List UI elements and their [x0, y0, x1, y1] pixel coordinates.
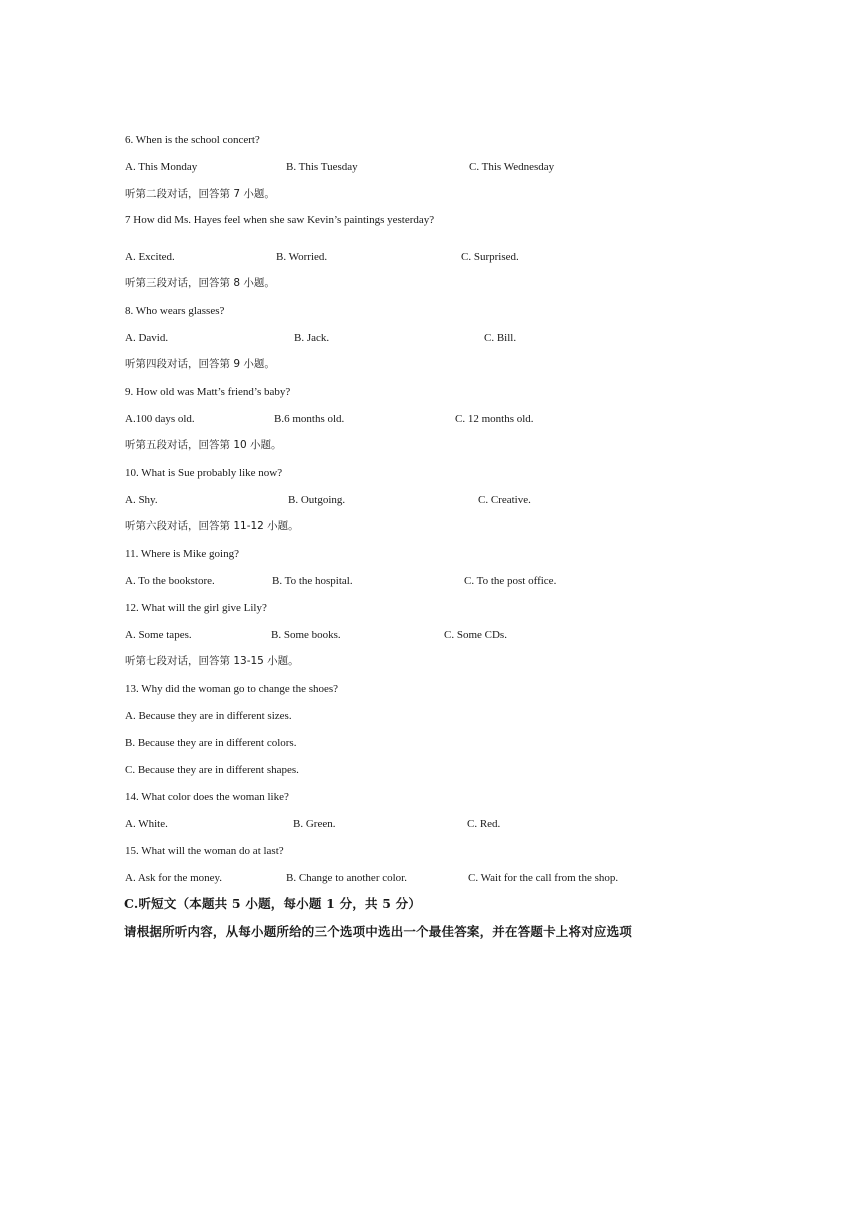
question-12-stem: 12. What will the girl give Lily? [125, 602, 267, 614]
question-6-stem: 6. When is the school concert? [125, 134, 260, 146]
section-c-title: C.听短文（本题共 5 小题，每小题 1 分，共 5 分） [124, 896, 422, 911]
question-15-option-b: B. Change to another color. [286, 872, 407, 884]
dialogue-2-instruction: 听第二段对话，回答第 7 小题。 [125, 188, 275, 200]
question-14-stem: 14. What color does the woman like? [125, 791, 289, 803]
question-15-option-c: C. Wait for the call from the shop. [468, 872, 619, 884]
question-13-stem: 13. Why did the woman go to change the shoes? [125, 683, 339, 695]
question-8-option-c: C. Bill. [484, 332, 517, 344]
question-9-stem: 9. How old was Matt’s friend’s baby? [125, 386, 291, 398]
question-11-stem: 11. Where is Mike going? [125, 548, 239, 560]
dialogue-3-instruction: 听第三段对话，回答第 8 小题。 [125, 277, 275, 289]
question-10-option-c: C. Creative. [478, 494, 531, 506]
question-9-option-c: C. 12 months old. [455, 413, 534, 425]
question-13-option-b: B. Because they are in different colors. [125, 737, 297, 749]
question-13-option-a: A. Because they are in different sizes. [125, 710, 292, 722]
question-8-option-a: A. David. [125, 332, 169, 344]
question-6-option-a: A. This Monday [125, 161, 198, 173]
question-13-option-c: C. Because they are in different shapes. [125, 764, 299, 776]
dialogue-6-instruction: 听第六段对话，回答第 11-12 小题。 [125, 520, 299, 532]
question-7-stem: 7 How did Ms. Hayes feel when she saw Kevin’s paintings yesterday? [125, 214, 435, 226]
question-8-option-b: B. Jack. [294, 332, 330, 344]
question-11-option-a: A. To the bookstore. [125, 575, 215, 587]
question-9-option-a: A.100 days old. [125, 413, 195, 425]
question-10-option-b: B. Outgoing. [288, 494, 346, 506]
question-7-option-c: C. Surprised. [461, 251, 519, 263]
section-c-instruction: 请根据所听内容，从每小题所给的三个选项中选出一个最佳答案，并在答题卡上将对应选项 [124, 924, 633, 939]
dialogue-5-instruction: 听第五段对话，回答第 10 小题。 [125, 439, 282, 451]
question-12-option-c: C. Some CDs. [444, 629, 507, 641]
question-6-option-c: C. This Wednesday [469, 161, 555, 173]
question-8-stem: 8. Who wears glasses? [125, 305, 225, 317]
question-10-option-a: A. Shy. [125, 494, 158, 506]
question-11-option-c: C. To the post office. [464, 575, 557, 587]
question-14-option-c: C. Red. [467, 818, 501, 830]
question-15-option-a: A. Ask for the money. [125, 872, 223, 884]
question-6-option-b: B. This Tuesday [286, 161, 358, 173]
dialogue-4-instruction: 听第四段对话，回答第 9 小题。 [125, 358, 275, 370]
question-14-option-a: A. White. [125, 818, 168, 830]
question-14-option-b: B. Green. [293, 818, 336, 830]
dialogue-7-instruction: 听第七段对话，回答第 13-15 小题。 [125, 655, 299, 667]
question-7-option-a: A. Excited. [125, 251, 175, 263]
question-7-option-b: B. Worried. [276, 251, 328, 263]
question-12-option-b: B. Some books. [271, 629, 341, 641]
question-10-stem: 10. What is Sue probably like now? [125, 467, 283, 479]
question-9-option-b: B.6 months old. [274, 413, 345, 425]
question-15-stem: 15. What will the woman do at last? [125, 845, 284, 857]
question-11-option-b: B. To the hospital. [272, 575, 353, 587]
question-12-option-a: A. Some tapes. [125, 629, 192, 641]
